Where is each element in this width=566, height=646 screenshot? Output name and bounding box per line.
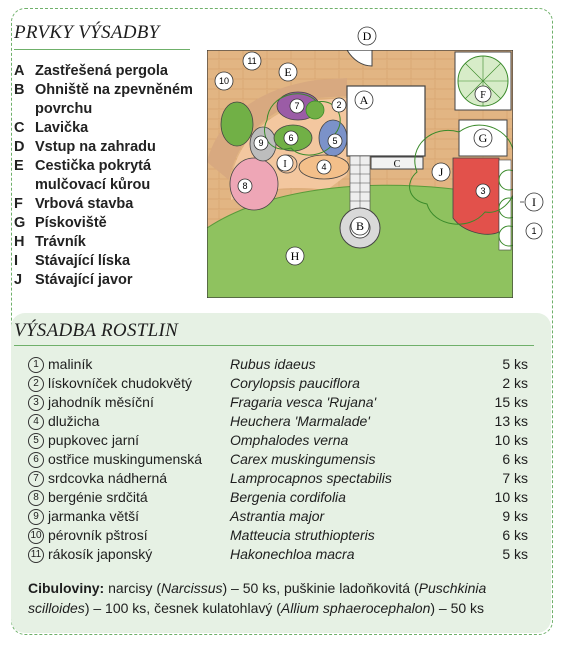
plant-quantity: 7 ks [502, 470, 528, 486]
plant-number: 6 [28, 452, 44, 468]
plant-quantity: 10 ks [494, 489, 528, 505]
number-10: 10 [218, 76, 230, 86]
plant-row [28, 393, 528, 412]
plant-row [28, 412, 528, 431]
legend-item-j [14, 271, 204, 290]
plant-row [28, 450, 528, 469]
label-c: C [393, 159, 401, 170]
legend-letter: C [14, 120, 25, 136]
number-5: 5 [332, 136, 338, 146]
plant-quantity: 6 ks [502, 451, 528, 467]
number-2: 2 [336, 100, 342, 110]
bed-10-fern [221, 102, 253, 146]
plant-row [28, 469, 528, 488]
label-e: E [284, 65, 292, 79]
plant-quantity: 6 ks [502, 527, 528, 543]
number-11: 11 [247, 56, 257, 66]
plant-quantity: 5 ks [502, 356, 528, 372]
legend-item-e [14, 157, 204, 195]
plant-row [28, 526, 528, 545]
plant-latin-name: Bergenia cordifolia [230, 489, 346, 505]
plant-number: 5 [28, 433, 44, 449]
legend-letter: J [14, 272, 23, 288]
plants-title-rule [14, 345, 534, 346]
bulbs-text-2: ) – 50 ks, puškinie ladoňkovitá ( [222, 580, 419, 596]
legend-item-a [14, 62, 204, 81]
bulbs-note [28, 578, 520, 618]
number-3: 3 [480, 186, 486, 196]
plant-latin-name: Matteucia struthiopteris [230, 527, 375, 543]
entrance-marker [355, 24, 379, 48]
plant-2-corylopsis [306, 101, 324, 119]
plant-row [28, 431, 528, 450]
plant-number: 4 [28, 414, 44, 430]
plant-quantity: 10 ks [494, 432, 528, 448]
legend-letter: E [14, 158, 24, 174]
bulbs-latin-2: Puschkinia scilloides [28, 580, 487, 616]
features-legend [14, 62, 204, 290]
plant-quantity: 13 ks [494, 413, 528, 429]
plant-number: 11 [28, 547, 44, 563]
plant-latin-name: Corylopsis pauciflora [230, 375, 360, 391]
legend-text: Trávník [35, 234, 86, 250]
plant-number: 1 [28, 357, 44, 373]
legend-text: Stávající líska [35, 253, 131, 269]
raspberry-marker [520, 219, 546, 243]
label-i: I [283, 159, 287, 170]
plant-quantity: 2 ks [502, 375, 528, 391]
plant-number: 2 [28, 376, 44, 392]
plant-czech-name: pupkovec jarní [48, 432, 140, 448]
plant-latin-name: Astrantia major [230, 508, 325, 524]
bulbs-latin-1: Narcissus [161, 580, 223, 596]
legend-text: Stávající javor [35, 272, 133, 288]
plant-czech-name: bergénie srdčitá [48, 489, 148, 505]
label-i-outer: I [532, 195, 536, 209]
plants-title: VÝSADBA ROSTLIN [14, 320, 179, 341]
number-9: 9 [258, 138, 264, 148]
legend-letter: G [14, 215, 26, 231]
legend-text: Pískoviště [35, 215, 107, 231]
plant-number: 3 [28, 395, 44, 411]
plant-list [28, 355, 528, 564]
bulbs-text-4: ) – 50 ks [430, 600, 485, 616]
legend-text: Vrbová stavba [35, 196, 134, 212]
legend-text: Zastřešená pergola [35, 63, 168, 79]
label-g: G [478, 131, 488, 145]
bulbs-text-3: ) – 100 ks, česnek kulatohlavý ( [84, 600, 281, 616]
plant-latin-name: Omphalodes verna [230, 432, 349, 448]
plant-latin-name: Carex muskingumensis [230, 451, 376, 467]
plant-row [28, 374, 528, 393]
plant-number: 9 [28, 509, 44, 525]
bed-8-bergenia [230, 158, 278, 210]
plant-row [28, 545, 528, 564]
bulbs-text-1: narcisy ( [104, 580, 162, 596]
plant-latin-name: Heuchera 'Marmalade' [230, 413, 370, 429]
hazel-outer-marker [520, 189, 546, 215]
label-h: H [290, 249, 300, 263]
plant-czech-name: dlužicha [48, 413, 100, 429]
legend-letter: F [14, 196, 23, 212]
plant-quantity: 9 ks [502, 508, 528, 524]
legend-item-c [14, 119, 204, 138]
plant-latin-name: Lamprocapnos spectabilis [230, 470, 392, 486]
legend-letter: D [14, 139, 25, 155]
number-7: 7 [294, 101, 300, 111]
number-6: 6 [288, 133, 294, 143]
features-title-rule [14, 49, 190, 50]
legend-item-h [14, 233, 204, 252]
features-title: PRVKY VÝSADBY [14, 22, 160, 43]
plant-czech-name: pérovník pštrosí [48, 527, 148, 543]
plant-row [28, 355, 528, 374]
plant-latin-name: Rubus idaeus [230, 356, 316, 372]
plant-czech-name: maliník [48, 356, 93, 372]
legend-letter: I [14, 253, 19, 269]
legend-item-g [14, 214, 204, 233]
number-4: 4 [321, 162, 327, 172]
plant-czech-name: jarmanka větší [48, 508, 140, 524]
bulbs-label: Cibuloviny: [28, 580, 105, 596]
legend-letter: B [14, 82, 25, 98]
plant-czech-name: jahodník měsíční [48, 394, 154, 410]
plant-quantity: 15 ks [494, 394, 528, 410]
label-a: A [359, 93, 369, 107]
legend-letter: A [14, 63, 25, 79]
number-8: 8 [242, 181, 248, 191]
legend-text: Cestička pokrytá mulčovací kůrou [35, 158, 152, 193]
label-d: D [362, 29, 372, 43]
number-1: 1 [531, 226, 537, 236]
legend-item-i [14, 252, 204, 271]
plant-czech-name: lískovníček chudokvětý [48, 375, 192, 391]
legend-text: Vstup na zahradu [35, 139, 156, 155]
plant-czech-name: ostřice muskingumenská [48, 451, 203, 467]
plant-row [28, 488, 528, 507]
legend-item-b [14, 81, 204, 119]
plant-number: 10 [28, 528, 44, 544]
plant-number: 7 [28, 471, 44, 487]
bed-3-strawberry [453, 158, 499, 234]
legend-letter: H [14, 234, 25, 250]
legend-item-f [14, 195, 204, 214]
plant-row [28, 507, 528, 526]
legend-text: Ohniště na zpevněném povrchu [35, 82, 193, 117]
plant-czech-name: rákosík japonský [48, 546, 153, 562]
label-j: J [438, 165, 444, 179]
garden-plan [207, 50, 513, 298]
label-f: F [480, 90, 486, 101]
plant-latin-name: Hakonechloa macra [230, 546, 355, 562]
plant-latin-name: Fragaria vesca 'Rujana' [230, 394, 377, 410]
label-b: B [355, 219, 365, 233]
legend-item-d [14, 138, 204, 157]
legend-text: Lavička [35, 120, 89, 136]
plant-czech-name: srdcovka nádherná [48, 470, 168, 486]
bulbs-latin-3: Allium sphaerocephalon [280, 600, 431, 616]
plant-number: 8 [28, 490, 44, 506]
plant-quantity: 5 ks [502, 546, 528, 562]
